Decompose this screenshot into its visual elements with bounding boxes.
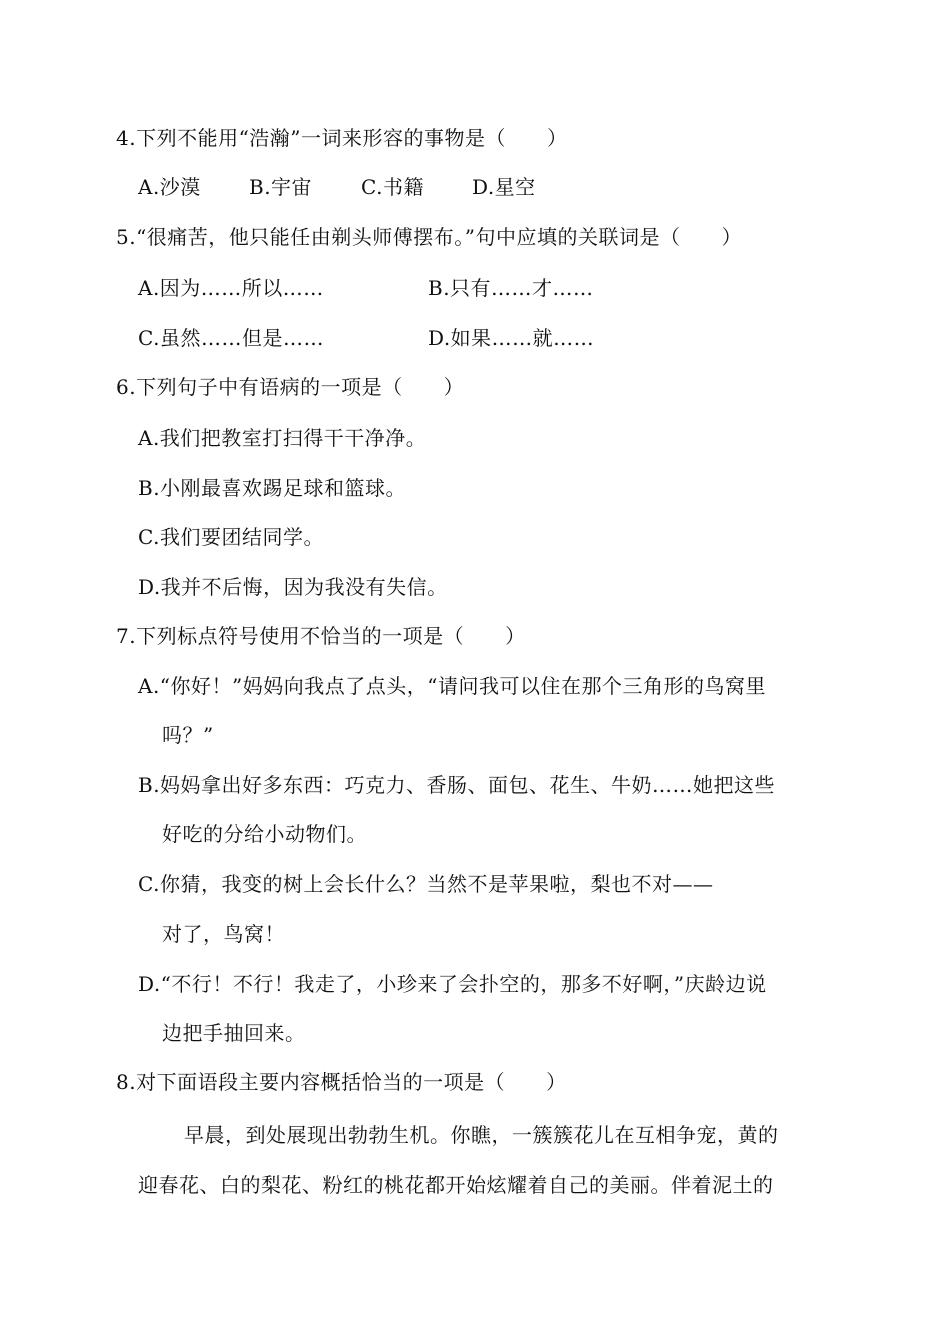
- question-6-stem: 6.下列句子中有语病的一项是（ ）: [116, 375, 465, 399]
- question-5-stem: 5.“很痛苦，他只能任由剃头师傅摆布。”句中应填的关联词是（ ）: [116, 225, 743, 249]
- question-7-option-c-line2: 对了，鸟窝！: [162, 922, 285, 946]
- question-7-option-b-line1: B.妈妈拿出好多东西：巧克力、香肠、面包、花生、牛奶……她把这些: [138, 773, 776, 797]
- question-7-option-a-line1: A.“你好！”妈妈向我点了点头，“请问我可以住在那个三角形的鸟窝里: [138, 674, 766, 698]
- question-5-option-c: C.虽然……但是……: [138, 326, 324, 350]
- question-4-option-d: D.星空: [472, 175, 536, 199]
- question-5-option-b: B.只有……才……: [428, 276, 594, 300]
- question-7-option-d-line1: D.“不行！不行！我走了，小珍来了会扑空的，那多不好啊，”庆龄边说: [138, 972, 767, 996]
- question-4-option-b: B.宇宙: [249, 175, 313, 199]
- question-7-option-a-line2: 吗？”: [162, 723, 214, 747]
- question-6-option-d: D.我并不后悔，因为我没有失信。: [138, 575, 448, 599]
- question-6-option-b: B.小刚最喜欢踢足球和篮球。: [138, 476, 407, 500]
- question-7-option-b-line2: 好吃的分给小动物们。: [162, 822, 367, 846]
- question-4-option-c: C.书籍: [361, 175, 424, 199]
- question-4-option-a: A.沙漠: [138, 175, 201, 199]
- question-4-stem: 4.下列不能用“浩瀚”一词来形容的事物是（ ）: [116, 126, 568, 150]
- question-6-option-a: A.我们把教室打扫得干干净净。: [138, 426, 427, 450]
- question-6-option-c: C.我们要团结同学。: [138, 525, 324, 549]
- question-7-option-c-line1: C.你猜，我变的树上会长什么？当然不是苹果啦，梨也不对——: [138, 872, 714, 896]
- question-7-stem: 7.下列标点符号使用不恰当的一项是（ ）: [116, 624, 526, 648]
- question-8-passage-line1: 早晨，到处展现出勃勃生机。你瞧，一簇簇花儿在互相争宠，黄的: [184, 1123, 779, 1147]
- question-5-option-d: D.如果……就……: [428, 326, 595, 350]
- question-8-stem: 8.对下面语段主要内容概括恰当的一项是（ ）: [116, 1070, 567, 1094]
- question-5-option-a: A.因为……所以……: [138, 276, 324, 300]
- question-8-passage-line2: 迎春花、白的梨花、粉红的桃花都开始炫耀着自己的美丽。伴着泥土的: [138, 1173, 774, 1197]
- question-7-option-d-line2: 边把手抽回来。: [162, 1021, 306, 1045]
